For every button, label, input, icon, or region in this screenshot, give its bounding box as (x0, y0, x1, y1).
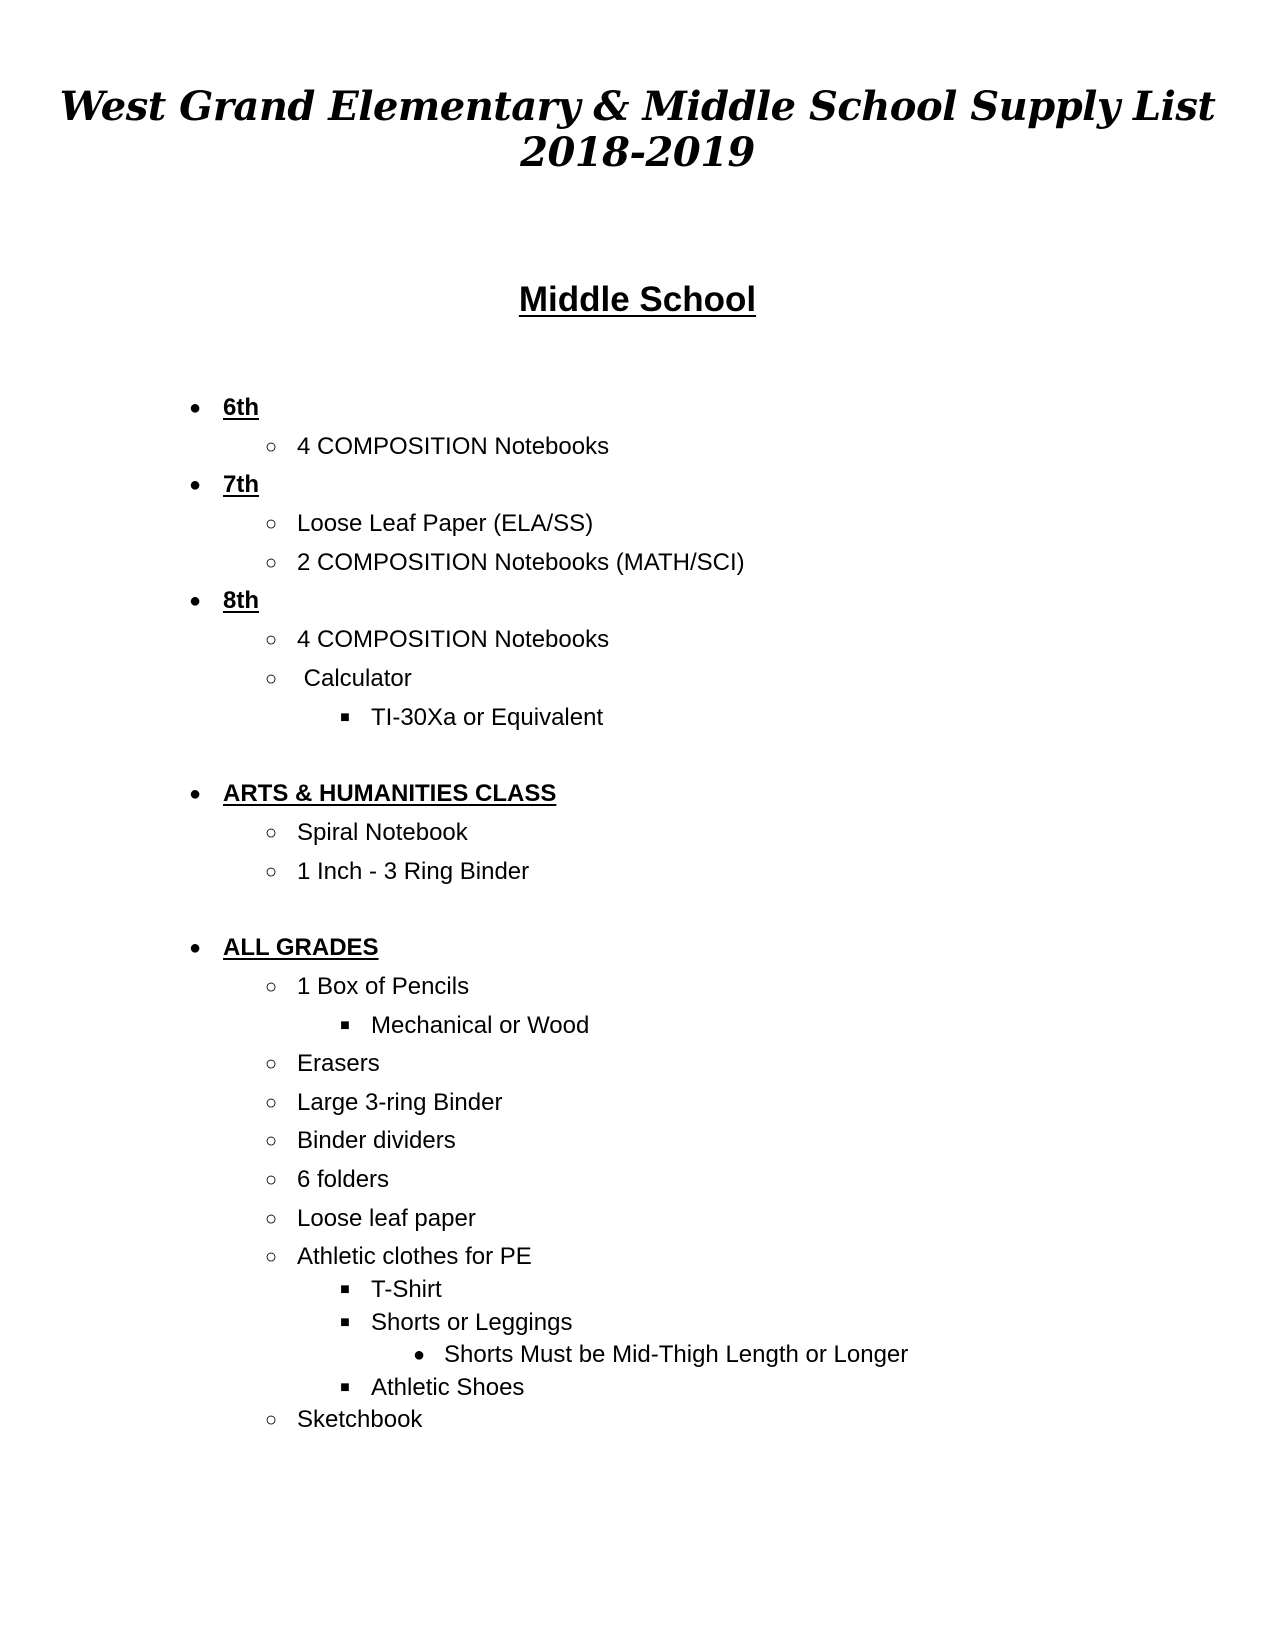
bullet-marker: ● (412, 1344, 426, 1366)
bullet-marker: ● (188, 590, 202, 612)
sub-list-item-text: Mechanical or Wood (371, 1012, 590, 1039)
grade-8-heading: 8th (223, 587, 259, 614)
circle-bullet-marker: ○ (264, 1053, 278, 1075)
list-item-text: Loose leaf paper (297, 1205, 476, 1232)
grade-7-heading: 7th (223, 471, 259, 498)
list-item-text: Spiral Notebook (297, 819, 468, 846)
bullet-marker: ● (188, 474, 202, 496)
document-title: West Grand Elementary & Middle School Supply List (59, 83, 1216, 130)
grade-6-heading: 6th (223, 394, 259, 421)
circle-bullet-marker: ○ (264, 861, 278, 883)
list-item-text: 1 Inch - 3 Ring Binder (297, 858, 530, 885)
sub-list-item-text: TI-30Xa or Equivalent (371, 704, 604, 731)
circle-bullet-marker: ○ (264, 1130, 278, 1152)
school-year: 2018-2019 (520, 129, 755, 176)
list-item-text: Binder dividers (297, 1127, 456, 1154)
sub-list-item-text: T-Shirt (371, 1276, 442, 1303)
circle-bullet-marker: ○ (264, 629, 278, 651)
square-bullet-marker: ■ (340, 709, 350, 726)
list-item-text: 6 folders (297, 1166, 390, 1193)
circle-bullet-marker: ○ (264, 1409, 278, 1431)
circle-bullet-marker: ○ (264, 976, 278, 998)
circle-bullet-marker: ○ (264, 513, 278, 535)
arts-heading: ARTS & HUMANITIES CLASS (223, 780, 557, 807)
circle-bullet-marker: ○ (264, 1092, 278, 1114)
circle-bullet-marker: ○ (264, 1169, 278, 1191)
list-item-text: Loose Leaf Paper (ELA/SS) (297, 510, 594, 537)
list-item-text: 4 COMPOSITION Notebooks (297, 433, 610, 460)
list-item-text: Large 3-ring Binder (297, 1089, 503, 1116)
square-bullet-marker: ■ (340, 1281, 350, 1298)
list-item-text: 4 COMPOSITION Notebooks (297, 626, 610, 653)
square-bullet-marker: ■ (340, 1017, 350, 1034)
square-bullet-marker: ■ (340, 1314, 350, 1331)
list-item-text: Athletic clothes for PE (297, 1243, 532, 1270)
sub-list-item-text: Athletic Shoes (371, 1374, 525, 1401)
sub-list-item-text: Shorts or Leggings (371, 1309, 573, 1336)
section-heading (0, 280, 1275, 320)
bullet-marker: ● (188, 397, 202, 419)
square-bullet-marker: ■ (340, 1379, 350, 1396)
circle-bullet-marker: ○ (264, 1246, 278, 1268)
bullet-marker: ● (188, 783, 202, 805)
section-heading-text: Middle School (518, 280, 757, 319)
circle-bullet-marker: ○ (264, 436, 278, 458)
circle-bullet-marker: ○ (264, 552, 278, 574)
list-item-text: Erasers (297, 1050, 380, 1077)
circle-bullet-marker: ○ (264, 1208, 278, 1230)
list-item-text: 2 COMPOSITION Notebooks (MATH/SCI) (297, 549, 745, 576)
circle-bullet-marker: ○ (264, 668, 278, 690)
all-grades-heading: ALL GRADES (223, 934, 379, 961)
list-item-text: Calculator (297, 665, 412, 692)
list-item-text: 1 Box of Pencils (297, 973, 470, 1000)
sub-sub-list-item-text: Shorts Must be Mid-Thigh Length or Longer (444, 1341, 909, 1368)
circle-bullet-marker: ○ (264, 822, 278, 844)
bullet-marker: ● (188, 937, 202, 959)
list-item-text: Sketchbook (297, 1406, 423, 1433)
